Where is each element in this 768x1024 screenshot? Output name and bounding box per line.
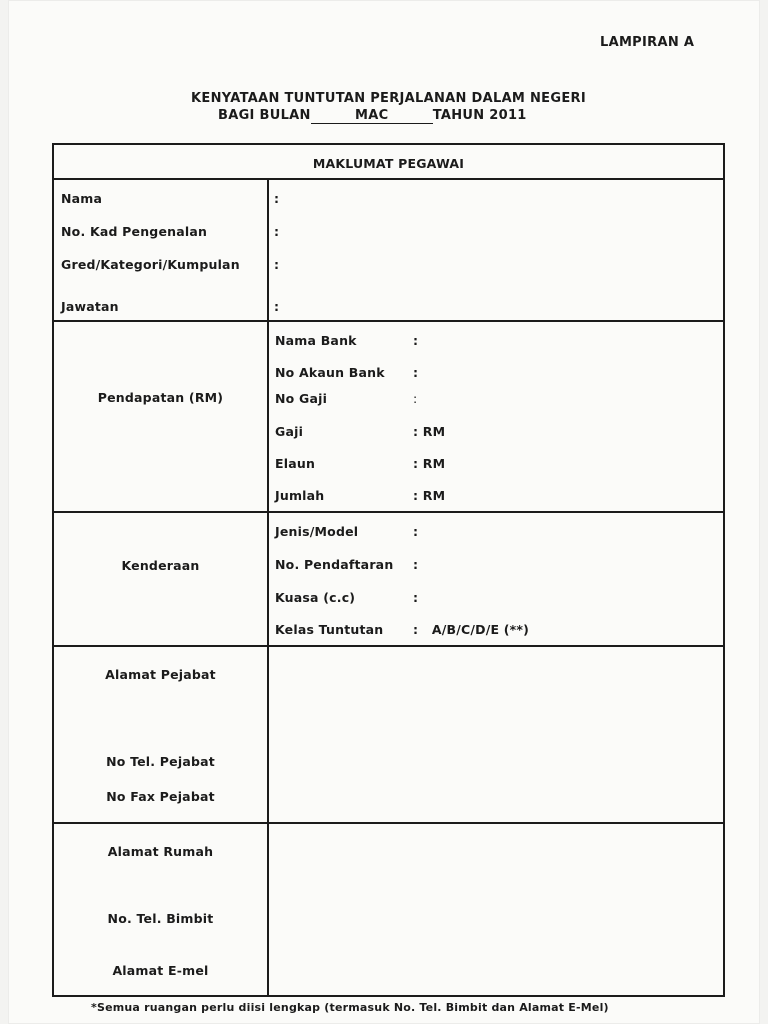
field-kuasa: : <box>413 590 418 605</box>
divider <box>52 645 725 647</box>
divider <box>52 178 725 180</box>
label-no-akaun: No Akaun Bank <box>275 365 385 380</box>
field-no-gaji: : <box>413 391 418 406</box>
label-jumlah: Jumlah <box>275 488 325 503</box>
label-nama-bank: Nama Bank <box>275 333 357 348</box>
form-title: KENYATAAN TUNTUTAN PERJALANAN DALAM NEGERI <box>191 91 586 106</box>
field-gaji: : RM <box>413 424 446 439</box>
month-value: MAC <box>354 108 389 123</box>
appendix-label: LAMPIRAN A <box>600 35 695 50</box>
label-alamat-emel: Alamat E-mel <box>112 963 209 978</box>
label-kelas-tuntutan: Kelas Tuntutan <box>275 622 384 637</box>
label-tel-bimbit: No. Tel. Bimbit <box>107 911 214 926</box>
label-pendapatan: Pendapatan (RM) <box>97 390 224 405</box>
subtitle-prefix: BAGI BULAN <box>218 108 311 123</box>
column-divider <box>267 179 269 997</box>
field-jumlah: : RM <box>413 488 446 503</box>
label-no-gaji: No Gaji <box>275 391 328 406</box>
month-field <box>311 109 433 124</box>
section-header: MAKLUMAT PEGAWAI <box>312 156 465 171</box>
field-kelas-tuntutan: : A/B/C/D/E (**) <box>413 622 530 637</box>
field-elaun: : RM <box>413 456 446 471</box>
label-kuasa: Kuasa (c.c) <box>275 590 356 605</box>
divider <box>52 822 725 824</box>
field-nama-bank: : <box>413 333 418 348</box>
label-tel-pejabat: No Tel. Pejabat <box>106 754 215 769</box>
divider <box>52 320 725 322</box>
divider <box>52 511 725 513</box>
label-kenderaan: Kenderaan <box>121 558 200 573</box>
label-gred: Gred/Kategori/Kumpulan <box>61 257 240 272</box>
field-no-akaun: : <box>413 365 418 380</box>
field-jenis-model: : <box>413 524 418 539</box>
label-gaji: Gaji <box>275 424 304 439</box>
label-elaun: Elaun <box>275 456 316 471</box>
subtitle-suffix: TAHUN 2011 <box>432 108 527 123</box>
field-ic: : <box>274 224 279 239</box>
label-fax-pejabat: No Fax Pejabat <box>106 789 215 804</box>
label-nama: Nama <box>61 191 103 206</box>
label-jawatan: Jawatan <box>61 299 119 314</box>
label-alamat-rumah: Alamat Rumah <box>107 844 214 859</box>
label-jenis-model: Jenis/Model <box>275 524 359 539</box>
field-gred: : <box>274 257 279 272</box>
field-nama: : <box>274 191 279 206</box>
field-no-pendaftaran: : <box>413 557 418 572</box>
label-no-pendaftaran: No. Pendaftaran <box>275 557 394 572</box>
form-subtitle <box>218 108 527 124</box>
footnote: *Semua ruangan perlu diisi lengkap (termasuk No. Tel. Bimbit dan Alamat E-Mel) <box>91 1001 609 1014</box>
label-ic: No. Kad Pengenalan <box>61 224 208 239</box>
label-alamat-pejabat: Alamat Pejabat <box>105 667 216 682</box>
field-jawatan: : <box>274 299 279 314</box>
